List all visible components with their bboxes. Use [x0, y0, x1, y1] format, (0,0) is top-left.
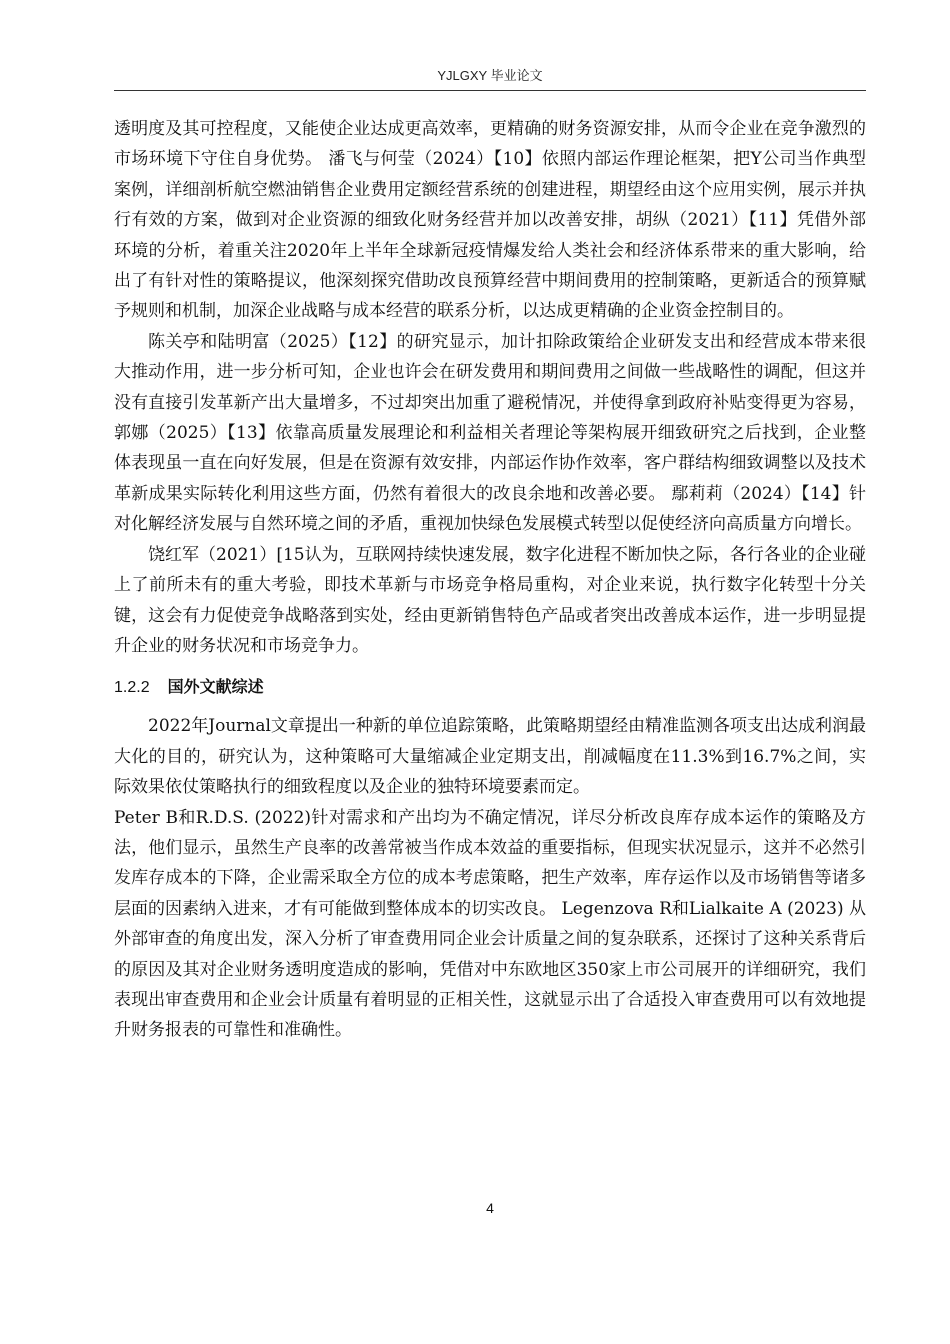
paragraph-chen-lu: 陈关亭和陆明富（2025）【12】的研究显示，加计扣除政策给企业研发支出和经营成本带来很大推动作用，进一步分析可知，企业也许会在研发费用和期间费用之间做一些战略性的调配，但这并没有直接引发革新产出大量增多，不过却突出加重了避税情况，并使得拿到政府补贴变得更为容易，郭娜（2025）【13】依靠高质量发展理论和利益相关者理论等架构展开细致研究之后找到，企业整体表现虽一直在向好发展，但是在资源有效安排，内部运作协作效率，客户群结构细致调整以及技术革新成果实际转化利用这些方面，仍然有着很大的改良余地和改善必要。 鄢莉莉（2024）【14】针对化解经济发展与自然环境之间的矛盾，重视加快绿色发展模式转型以促使经济向高质量方向增长。 — [114, 331, 866, 535]
paragraph-journal: 2022年Journal文章提出一种新的单位追踪策略，此策略期望经由精准监测各项支出达成利润最大化的目的，研究认为，这种策略可大量缩减企业定期支出，削减幅度在11.3%到16.7%之间，实际效果依仗策略执行的细致程度以及企业的独特环境要素而定。 — [114, 716, 866, 798]
paragraph-rao: 饶红军（2021）[15认为，互联网持续快速发展，数字化进程不断加快之际，各行各业的企业碰上了前所未有的重大考验，即技术革新与市场竞争格局重构，对企业来说，执行数字化转型十分关键，这会有力促使竞争战略落到实处，经由更新销售特色产品或者突出改善成本运作，进一步明显提升企业的财务状况和市场竞争力。 — [114, 544, 866, 656]
section-number: 1.2.2 — [114, 679, 150, 697]
page-body — [114, 114, 866, 1046]
header-divider — [114, 90, 866, 91]
paragraph-continued: 透明度及其可控程度，又能使企业达成更高效率，更精确的财务资源安排，从而令企业在竞争激烈的市场环境下守住自身优势。 潘飞与何莹（2024）【10】依照内部运作理论框架，把Y公司当作典型案例，详细剖析航空燃油销售企业费用定额经营系统的创建进程，期望经由这个应用实例，展示并执行有效的方案，做到对企业资源的细致化财务经营并加以改善安排，胡纵（2021）【11】凭借外部环境的分析，着重关注2020年上半年全球新冠疫情爆发给人类社会和经济体系带来的重大影响，给出了有针对性的策略提议，他深刻探究借助改良预算经营中期间费用的控制策略，更新适合的预算赋予规则和机制，加深企业战略与成本经营的联系分析，以达成更精确的企业资金控制目的。 — [114, 119, 866, 322]
section-heading — [114, 673, 866, 703]
page-number: 4 — [486, 1200, 494, 1216]
running-header: YJLGXY 毕业论文 — [437, 68, 543, 83]
paragraph-peter-legenzova: Peter B和R.D.S. (2022)针对需求和产出均为不确定情况，详尽分析改良库存成本运作的策略及方法，他们显示，虽然生产良率的改善常被当作成本效益的重要指标，但现实状况显示，这并不必然引发库存成本的下降，企业需采取全方位的成本考虑策略，把生产效率，库存运作以及市场销售等诸多层面的因素纳入进来，才有可能做到整体成本的切实改良。 Legenzova R和Lialkaite A (2023) 从外部审查的角度出发，深入分析了审查费用同企业会计质量之间的复杂联系，还探讨了这种关系背后的原因及其对企业财务透明度造成的影响，凭借对中东欧地区350家上市公司展开的详细研究，我们表现出审查费用和企业会计质量有着明显的正相关性，这就显示出了合适投入审查费用可以有效地提升财务报表的可靠性和准确性。 — [114, 807, 866, 1041]
section-title: 国外文献综述 — [167, 679, 264, 697]
